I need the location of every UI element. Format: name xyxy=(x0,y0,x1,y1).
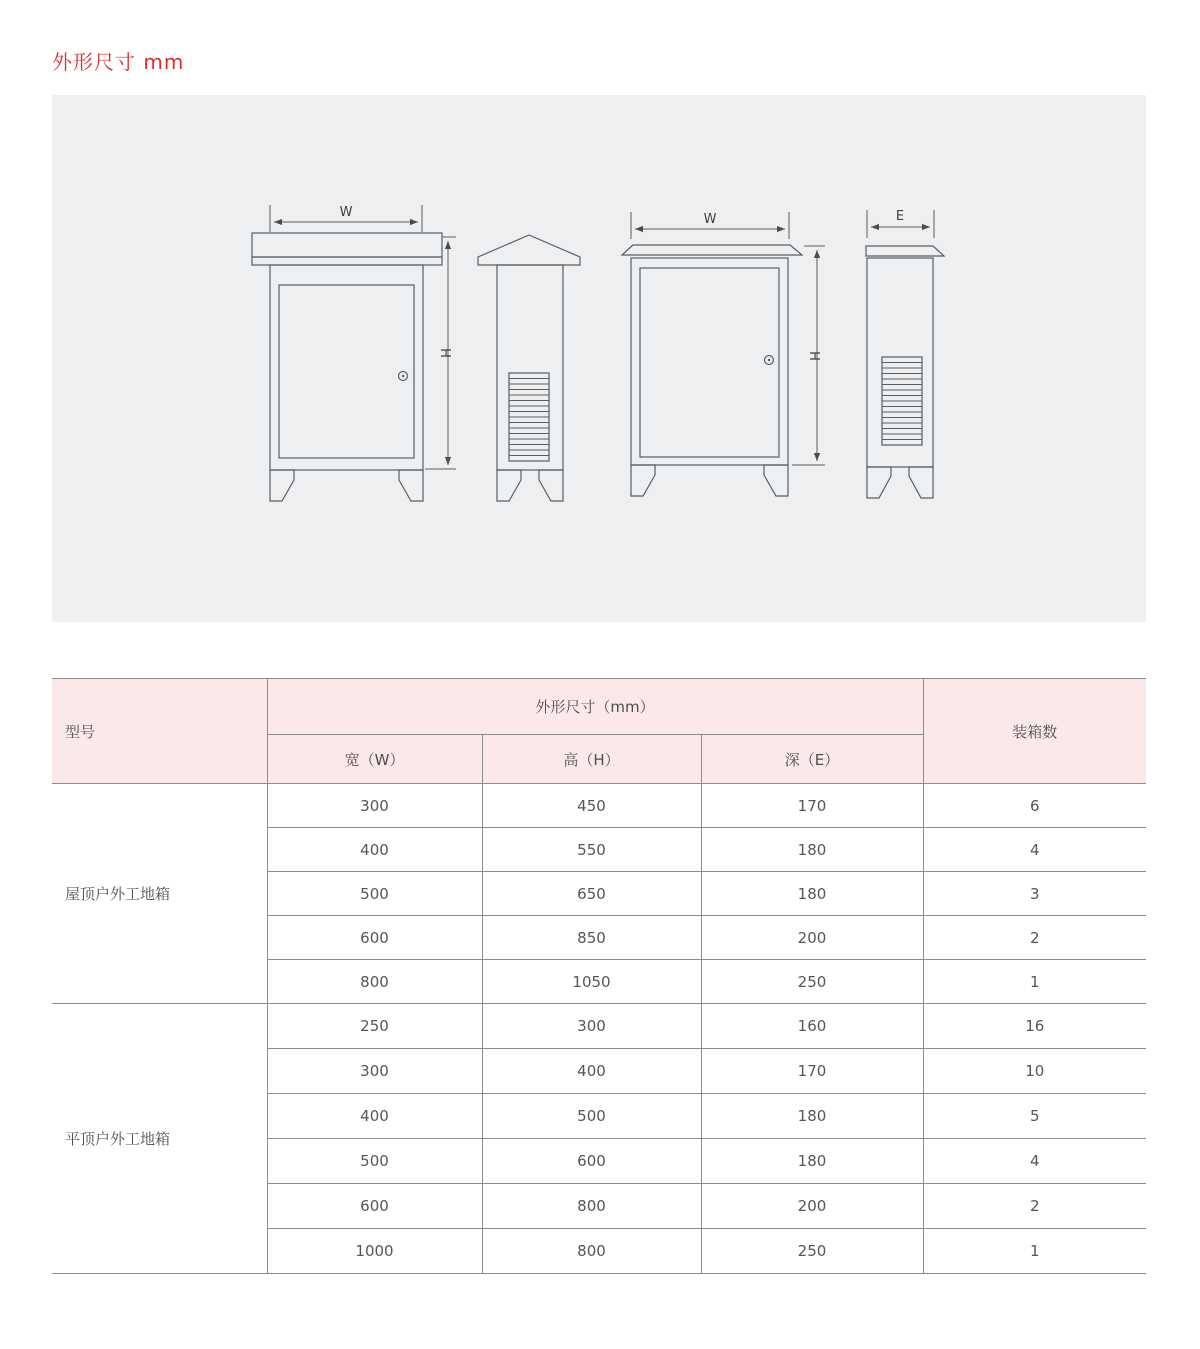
value-cell: 300 xyxy=(267,1049,482,1094)
value-cell: 5 xyxy=(923,1094,1146,1139)
roof-lip xyxy=(252,257,442,265)
value-cell: 800 xyxy=(482,1229,701,1274)
value-cell: 500 xyxy=(267,1139,482,1184)
value-cell: 600 xyxy=(267,916,482,960)
value-cell: 400 xyxy=(482,1049,701,1094)
value-cell: 650 xyxy=(482,872,701,916)
value-cell: 600 xyxy=(267,1184,482,1229)
table-row xyxy=(52,1004,1146,1049)
leg xyxy=(497,470,521,501)
cabinet-side-peaked-roof xyxy=(478,235,580,501)
dimension-h-2 xyxy=(792,246,825,465)
lock-icon xyxy=(765,356,774,365)
leg xyxy=(764,465,788,496)
leg xyxy=(631,465,655,496)
dim-label-h: H xyxy=(806,351,821,361)
value-cell: 400 xyxy=(267,1094,482,1139)
leg xyxy=(867,467,891,498)
value-cell: 16 xyxy=(923,1004,1146,1049)
header-dims-group: 外形尺寸（mm） xyxy=(267,679,923,735)
cabinet-side-flat-top xyxy=(866,209,944,498)
lock-icon xyxy=(399,372,408,381)
value-cell: 10 xyxy=(923,1049,1146,1094)
model-cell: 平顶户外工地箱 xyxy=(52,1004,267,1274)
value-cell: 450 xyxy=(482,784,701,828)
value-cell: 180 xyxy=(701,872,923,916)
value-cell: 160 xyxy=(701,1004,923,1049)
value-cell: 400 xyxy=(267,828,482,872)
dim-label-h: H xyxy=(437,348,452,358)
value-cell: 800 xyxy=(267,960,482,1004)
value-cell: 500 xyxy=(267,872,482,916)
louver-slats xyxy=(509,379,549,456)
page-content xyxy=(52,0,1146,1274)
spec-table xyxy=(52,678,1146,1274)
value-cell: 2 xyxy=(923,1184,1146,1229)
header-depth: 深（E） xyxy=(701,735,923,784)
value-cell: 250 xyxy=(701,1229,923,1274)
dim-label-e: E xyxy=(895,209,905,224)
cabinet-front-sloped-roof xyxy=(252,205,456,501)
value-cell: 4 xyxy=(923,1139,1146,1184)
header-packing: 装箱数 xyxy=(923,679,1146,784)
value-cell: 3 xyxy=(923,872,1146,916)
header-height: 高（H） xyxy=(482,735,701,784)
spec-table-body xyxy=(52,784,1146,1274)
cabinet-door xyxy=(640,268,779,457)
cabinet-front-flat-top xyxy=(622,212,825,496)
flat-top-slab xyxy=(866,246,944,256)
cabinet-body xyxy=(270,265,423,470)
value-cell: 600 xyxy=(482,1139,701,1184)
cabinet-diagrams xyxy=(52,95,1146,622)
cabinet-door xyxy=(279,285,414,458)
value-cell: 2 xyxy=(923,916,1146,960)
dimension-w-2 xyxy=(631,212,789,239)
dimension-h-1 xyxy=(425,237,456,469)
table-row xyxy=(52,784,1146,828)
dimension-w-1 xyxy=(270,205,422,232)
value-cell: 180 xyxy=(701,1094,923,1139)
value-cell: 170 xyxy=(701,1049,923,1094)
value-cell: 250 xyxy=(267,1004,482,1049)
peaked-roof xyxy=(478,235,580,265)
leg xyxy=(270,470,294,501)
header-model: 型号 xyxy=(52,679,267,784)
value-cell: 850 xyxy=(482,916,701,960)
model-cell: 屋顶户外工地箱 xyxy=(52,784,267,1004)
value-cell: 170 xyxy=(701,784,923,828)
value-cell: 500 xyxy=(482,1094,701,1139)
dimension-e xyxy=(867,209,934,238)
leg xyxy=(909,467,933,498)
value-cell: 300 xyxy=(267,784,482,828)
value-cell: 180 xyxy=(701,1139,923,1184)
value-cell: 1 xyxy=(923,960,1146,1004)
value-cell: 300 xyxy=(482,1004,701,1049)
diagram-panel xyxy=(52,95,1146,622)
value-cell: 800 xyxy=(482,1184,701,1229)
value-cell: 200 xyxy=(701,916,923,960)
value-cell: 1 xyxy=(923,1229,1146,1274)
louver-slats xyxy=(882,363,922,440)
value-cell: 250 xyxy=(701,960,923,1004)
flat-top-slab xyxy=(622,245,802,255)
value-cell: 180 xyxy=(701,828,923,872)
value-cell: 200 xyxy=(701,1184,923,1229)
value-cell: 4 xyxy=(923,828,1146,872)
header-width: 宽（W） xyxy=(267,735,482,784)
spec-table-section xyxy=(52,678,1146,1274)
page-title: 外形尺寸 mm xyxy=(52,50,185,74)
value-cell: 550 xyxy=(482,828,701,872)
value-cell: 6 xyxy=(923,784,1146,828)
dim-label-w: W xyxy=(703,212,717,227)
dim-label-w: W xyxy=(339,205,353,220)
roof-slab xyxy=(252,233,442,257)
leg xyxy=(539,470,563,501)
value-cell: 1000 xyxy=(267,1229,482,1274)
value-cell: 1050 xyxy=(482,960,701,1004)
leg xyxy=(399,470,423,501)
